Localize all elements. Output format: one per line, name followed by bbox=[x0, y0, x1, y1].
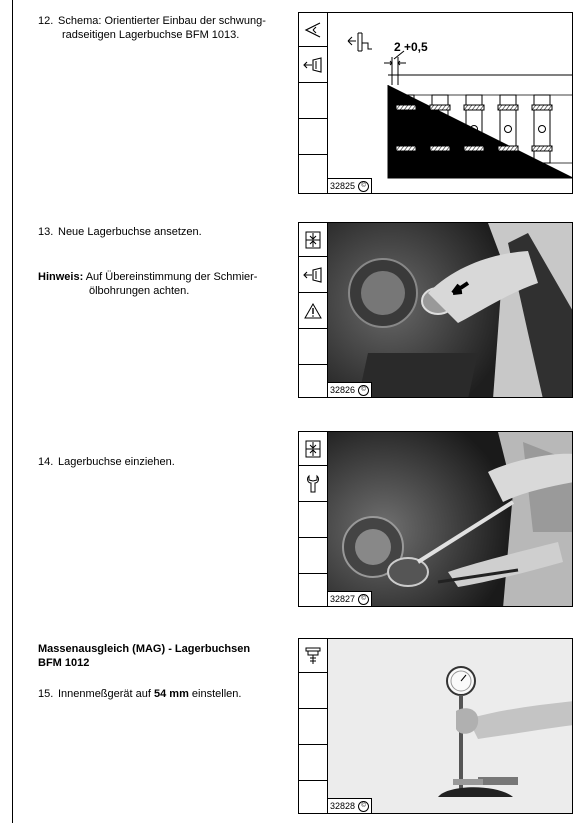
step-number: 12. bbox=[38, 15, 54, 27]
empty-icon-cell bbox=[299, 709, 327, 745]
dimension-base: 2 bbox=[394, 40, 401, 54]
view-direction-icon bbox=[299, 13, 327, 47]
icon-column bbox=[299, 223, 328, 397]
hinweis-text-cont: ölbohrungen achten. bbox=[89, 285, 190, 297]
step-14 bbox=[38, 455, 175, 469]
empty-icon-cell bbox=[299, 538, 327, 574]
step-text-end: einstellen. bbox=[188, 688, 242, 700]
empty-icon-cell bbox=[299, 781, 327, 815]
photo-bore-gauge bbox=[328, 639, 572, 813]
empty-icon-cell bbox=[299, 119, 327, 155]
figure-photo-32826 bbox=[298, 222, 573, 398]
margin-rule bbox=[12, 0, 13, 823]
step-number: 14. bbox=[38, 456, 54, 468]
empty-icon-cell bbox=[299, 745, 327, 781]
figure-number: 32827 © bbox=[328, 591, 372, 606]
step-text: Neue Lagerbuchse ansetzen. bbox=[58, 226, 202, 238]
figure-number: 32828 © bbox=[328, 798, 372, 813]
copyright-icon: © bbox=[358, 181, 369, 192]
figure-schematic-32825 bbox=[298, 12, 573, 194]
press-in-icon bbox=[299, 223, 327, 257]
step-number: 15. bbox=[38, 688, 54, 700]
section-heading-line2: BFM 1012 bbox=[38, 657, 90, 669]
step-text: Schema: Orientierter Einbau der schwung- bbox=[58, 15, 266, 27]
figure-number: 32826 © bbox=[328, 382, 372, 397]
empty-icon-cell bbox=[299, 155, 327, 195]
bearing-journal bbox=[532, 95, 552, 163]
copyright-icon: © bbox=[358, 594, 369, 605]
step-text-cont: radseitigen Lagerbuchse BFM 1013. bbox=[62, 29, 240, 41]
schematic-drawing bbox=[328, 13, 572, 193]
photo-bushing-pull-in bbox=[328, 432, 572, 606]
icon-column bbox=[299, 639, 328, 813]
figure-photo-32828 bbox=[298, 638, 573, 814]
dimension-tolerance: +0,5 bbox=[404, 40, 428, 54]
step-text: Lagerbuchse einziehen. bbox=[58, 456, 175, 468]
empty-icon-cell bbox=[299, 329, 327, 365]
section-heading bbox=[38, 642, 250, 670]
step-number: 13. bbox=[38, 226, 54, 238]
step-13 bbox=[38, 225, 202, 239]
step-text: Innenmeßgerät auf bbox=[58, 688, 155, 700]
empty-icon-cell bbox=[299, 365, 327, 399]
hinweis-label: Hinweis: bbox=[38, 271, 84, 283]
empty-icon-cell bbox=[299, 83, 327, 119]
insert-icon bbox=[299, 47, 327, 83]
measuring-gauge-icon bbox=[299, 639, 327, 673]
figure-photo-32827 bbox=[298, 431, 573, 607]
hinweis-text: Auf Übereinstimmung der Schmier- bbox=[85, 271, 258, 283]
step-value: 54 mm bbox=[154, 688, 189, 700]
copyright-icon: © bbox=[358, 385, 369, 396]
hinweis-note bbox=[38, 270, 257, 298]
icon-column bbox=[299, 432, 328, 606]
step-12 bbox=[38, 14, 266, 42]
warning-icon bbox=[299, 293, 327, 329]
empty-icon-cell bbox=[299, 574, 327, 608]
section-heading-line1: Massenausgleich (MAG) - Lagerbuchsen bbox=[38, 643, 251, 655]
empty-icon-cell bbox=[299, 502, 327, 538]
press-in-icon bbox=[299, 432, 327, 466]
figure-number: 32825 © bbox=[328, 178, 372, 193]
icon-column bbox=[299, 13, 328, 193]
photo-bushing-insert bbox=[328, 223, 572, 397]
special-tool-icon bbox=[299, 466, 327, 502]
insert-icon bbox=[299, 257, 327, 293]
empty-icon-cell bbox=[299, 673, 327, 709]
copyright-icon: © bbox=[358, 801, 369, 812]
step-15 bbox=[38, 687, 241, 701]
